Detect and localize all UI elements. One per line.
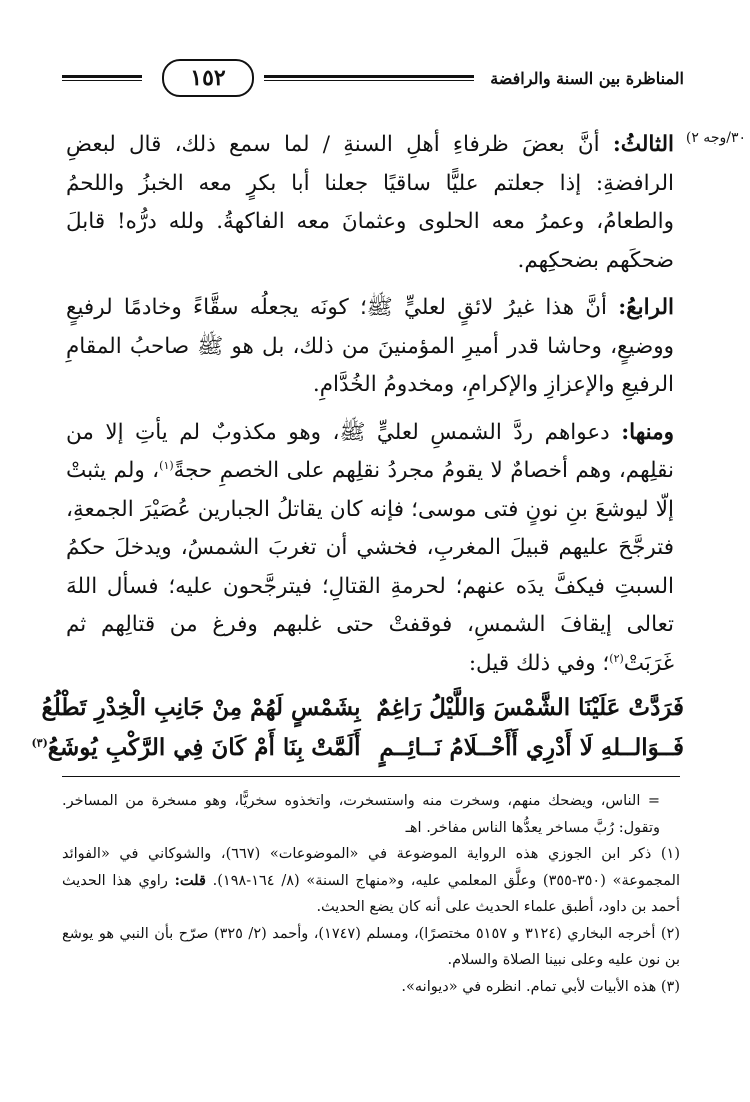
footnote-ref-1[interactable]: (١) [159, 458, 174, 472]
page-number [162, 59, 254, 97]
header-rule-right [264, 75, 474, 81]
footnote-bold: قلت: [174, 871, 206, 889]
main-text [66, 126, 674, 692]
page-header [62, 58, 684, 98]
paragraph-lead: ومنها: [621, 419, 674, 445]
footnote-continuation: = الناس، ويضحك منهم، وسخرت منه واستسخرت، واتخذوه سخريًّا، وهو مسخرة من المساخر. وتقول: رُبَّ مساخر يعدُّها الناس مفاخر. اهـ [62, 793, 660, 836]
footnote-ref-3[interactable]: (٣) [31, 736, 48, 750]
paragraph-text: أنَّ هذا غيرُ لائقٍ لعليٍّ ﷺ؛ كونَه يجعلُه سقَّاءً وخادمًا لرفيعٍ ووضيعٍ، وحاشا قدر أميرِ المؤمنينَ من ذلك، بل هو ﷺ صاحبُ المقامِ الرفيعِ والإعزازِ والإكرامِ، ومخدومُ الخُدَّامِ. [66, 295, 674, 397]
footnote-3: (٣) هذه الأبيات لأبي تمام. انظره في «ديوانه». [401, 978, 680, 995]
paragraph-text: ، ولم يثبتْ إلّا ليوشعَ بنِ نونٍ فتى موسى؛ فإنه كان يقاتلُ الجبارين عُصَيْرَ الجمعةِ، فترجَّحَ عليهم قبيلَ المغربِ، فخشي أن تغربَ الشمسُ، ويدخلَ حكمُ السبتِ فيكفَّ يدَه عنهم؛ لحرمةِ القتالِ؛ فيترجَّحون عليه؛ فسأل اللهَ تعالى إيقافَ الشمسِ، فوقفتْ حتى غلبهم وفرغ من قتالِهم ثم غَرَبَتْ [66, 458, 674, 676]
paragraph-text: أنَّ بعضَ ظرفاءِ أهلِ السنةِ / لما سمع ذلك، قال لبعضِ الرافضةِ: إذا جعلتم عليًّا ساقيًا جعلنا أبا بكرٍ معه الخبزُ واللحمُ والطعامُ، وعمرُ معه الحلوى وعثمانَ معه الفاكهةُ. ولله درُّه! قابلَ ضحكَهم بضحكِهم. [66, 132, 674, 273]
header-rule-left [62, 75, 142, 81]
footnotes [62, 788, 680, 1000]
margin-note: ٣٠/وجه ٢) [685, 130, 746, 146]
poem-verse [41, 688, 684, 728]
footnote-text: (١) ذكر ابن الجوزي هذه الرواية الموضوعة في «الموضوعات» (٦٦٧)، والشوكاني في «الفوائد المجموعة» (٣٥٠-٣٥٥) وعلَّق المعلمي عليه، و«منهاج السنة» (٨/ ١٦٤-١٩٨). [62, 846, 680, 889]
footnote-divider [62, 776, 680, 777]
footnote-text: راوي هذا الحديث أحمد بن داود، أطبق علماء الحديث على أنه كان يضع الحديث. [62, 872, 680, 915]
paragraph-lead: الرابعُ: [618, 295, 674, 320]
footnote-ref-2[interactable]: (٢) [609, 651, 624, 665]
paragraph-fourth [66, 289, 674, 405]
paragraph-third [66, 126, 674, 280]
paragraph-sun-return [66, 414, 674, 684]
footnote-1 [62, 841, 680, 921]
poem-hemistich-first: فَــوَالــلهِ لَا أَدْرِي أَأَحْــلَامُ نَــائِــمٍ [379, 734, 684, 761]
poem [31, 688, 684, 768]
page-number-text: ١٥٢ [190, 65, 226, 91]
paragraph-text: ؛ وفي ذلك قيل: [468, 650, 610, 676]
poem-hemistich-text: أَلَمَّتْ بِنَا أَمْ كَانَ فِي الرَّكْبِ يُوشَعُ [47, 734, 361, 761]
paragraph-lead: الثالثُ: [612, 132, 674, 157]
poem-hemistich-second [31, 728, 361, 768]
poem-hemistich-first: فَرَدَّتْ عَلَيْنَا الشَّمْسَ وَاللَّيْلُ رَاغِمٌ [376, 694, 684, 721]
paragraph-text: دعواهم ردَّ الشمسِ لعليٍّ ﷺ، وهو مكذوبٌ لم يأتِ إلا من نقلِهم، وهم أخصامٌ لا يقومُ مجردُ نقلِهم على الخصمِ حجةً [66, 419, 675, 483]
poem-hemistich-second: بِشَمْسٍ لَهُمْ مِنْ جَانِبِ الْخِدْرِ تَطْلُعُ [41, 694, 361, 721]
running-title: المناظرة بين السنة والرافضة [490, 68, 684, 88]
footnote-2: (٢) أخرجه البخاري (٣١٢٤ و ٥١٥٧ مختصرًا)، ومسلم (١٧٤٧)، وأحمد (٢/ ٣٢٥) صرّح بأن النبي هو يوشع بن نون عليه وعلى نبينا الصلاة والسلام. [62, 925, 680, 968]
poem-verse [31, 728, 684, 768]
